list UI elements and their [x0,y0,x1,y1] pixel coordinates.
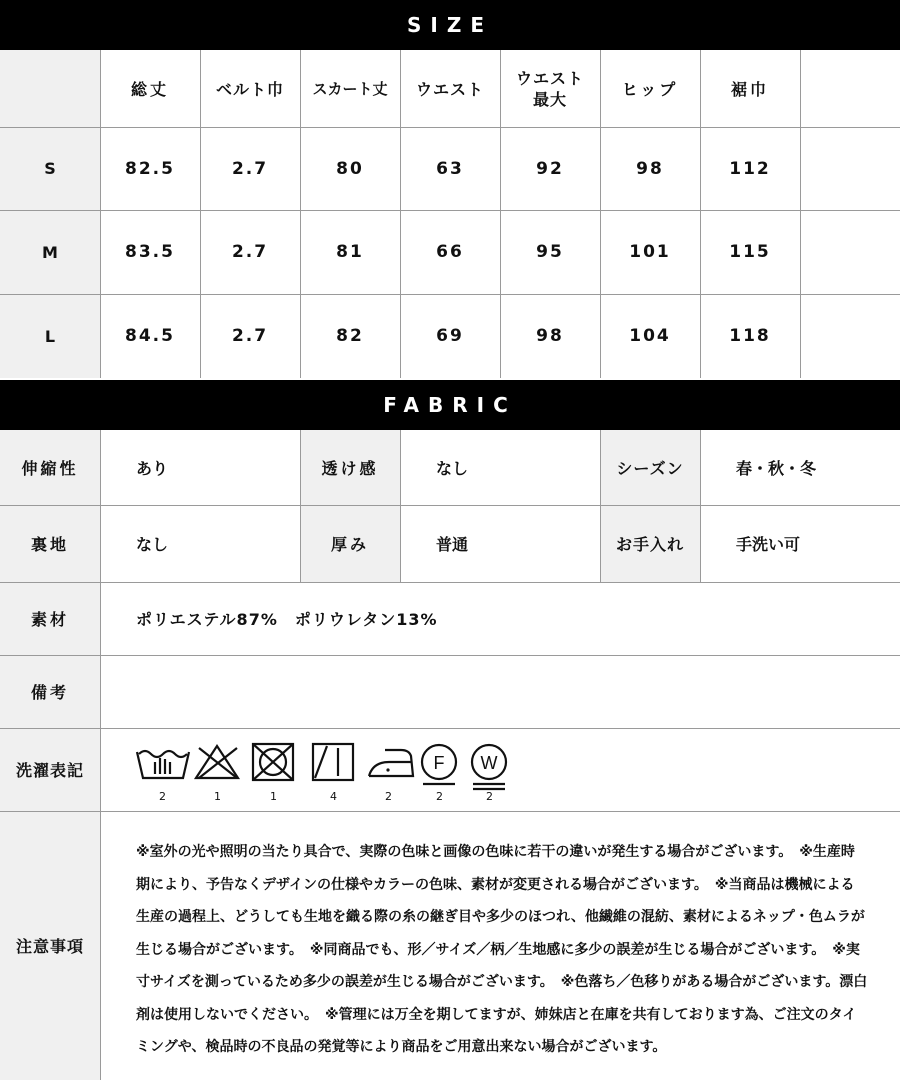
table-cell: 66 [436,242,464,262]
header-skirt-length: スカート丈 [312,80,388,98]
fabric-section-title: FABRIC [0,380,900,430]
size-section-title: SIZE [0,0,900,50]
header-hem-width: 裾巾 [730,80,769,99]
wash-number: 2 [436,790,443,803]
no-bleach-icon [196,746,238,778]
no-tumble-dry-icon [253,744,293,780]
material-value: ポリエステル87% ポリウレタン13% [136,610,438,629]
stretch-value: あり [136,459,169,478]
sheer-value: なし [436,459,469,478]
svg-text:W: W [480,753,498,773]
wash-number: 2 [159,790,166,803]
notes-label: 注意事項 [15,937,84,956]
thickness-value: 普通 [436,535,469,554]
notes-text: ※室外の光や照明の当たり具合で、実際の色味と画像の色味に若干の違いが発生する場合がございます。 ※生産時期により、予告なくデザインの仕様やカラーの色味、素材が変更される場合がございます。 ※当商品は機械による生産の過程上、どうしても生地を織る際の糸の継ぎ目や多少のほつれ、他繊維の混紡、素材によるネップ・色ムラが生じる場合がございます。 ※同商品でも、形／サイズ／柄／生地感に多少の誤差が生じる場合がございます。 ※実寸サイズを測っているため多少の誤差が生じる場合がございます。 ※色落ち／色移りがある場合がございます。漂白剤は使用しないでください。 ※管理には万全を期してますが、姉妹店と在庫を共有しております為、ご注文のタイミングや、検品時の不良品の発覚等により商品をご用意出来ない場合がございます。 [136,844,868,1055]
header-empty [800,50,900,127]
table-cell: 115 [729,242,771,262]
sheer-label: 透け感 [321,459,379,478]
season-label: シーズン [616,459,684,478]
wash-number: 1 [214,790,221,803]
remarks-label: 備考 [30,683,69,702]
wash-number: 2 [385,790,392,803]
table-cell: 69 [436,326,464,346]
table-cell: 104 [629,326,671,346]
care-label: お手入れ [615,535,684,554]
table-cell: 82.5 [125,158,175,179]
table-cell: 2.7 [231,242,269,262]
material-label: 素材 [30,610,69,629]
table-cell [800,294,900,378]
stretch-label: 伸縮性 [21,459,79,478]
table-cell: 84.5 [125,326,175,346]
table-cell [800,127,900,210]
table-cell: 112 [729,158,771,179]
thickness-label: 厚み [330,535,369,554]
lining-value: なし [136,535,169,554]
table-cell: 63 [436,158,464,179]
size-label-m: M [42,242,58,262]
wash-number: 4 [330,790,337,803]
table-cell: 83.5 [125,242,175,262]
remarks-value [100,655,900,728]
header-hip: ヒップ [621,80,679,99]
season-value: 春・秋・冬 [736,459,817,478]
table-cell: 80 [336,158,364,179]
low-iron-icon [369,750,413,776]
line-dry-shade-icon [313,744,353,780]
table-cell: 82 [336,326,364,346]
header-waist-max: ウエスト 最大 [515,68,584,109]
svg-text:F: F [433,753,445,773]
table-cell: 98 [636,158,664,179]
lining-label: 裏地 [30,535,69,554]
size-label-s: S [44,159,56,178]
table-cell: 98 [536,326,564,346]
care-symbols [133,740,523,806]
table-cell: 2.7 [231,326,269,346]
size-label-l: L [44,326,56,346]
table-cell: 2.7 [231,158,269,179]
wash-label: 洗濯表記 [15,761,84,780]
care-value: 手洗い可 [736,535,801,554]
wash-number: 1 [270,790,277,803]
table-cell: 101 [629,242,671,262]
hand-wash-icon [137,751,189,778]
table-cell: 92 [536,158,564,179]
header-waist: ウエスト [415,80,484,99]
table-cell: 95 [536,242,564,262]
wash-number: 2 [486,790,493,803]
table-cell: 118 [729,326,771,346]
table-cell [800,210,900,294]
table-cell: 81 [336,242,364,262]
header-total-length: 総丈 [130,80,169,99]
header-belt-width: ベルト巾 [215,80,284,99]
